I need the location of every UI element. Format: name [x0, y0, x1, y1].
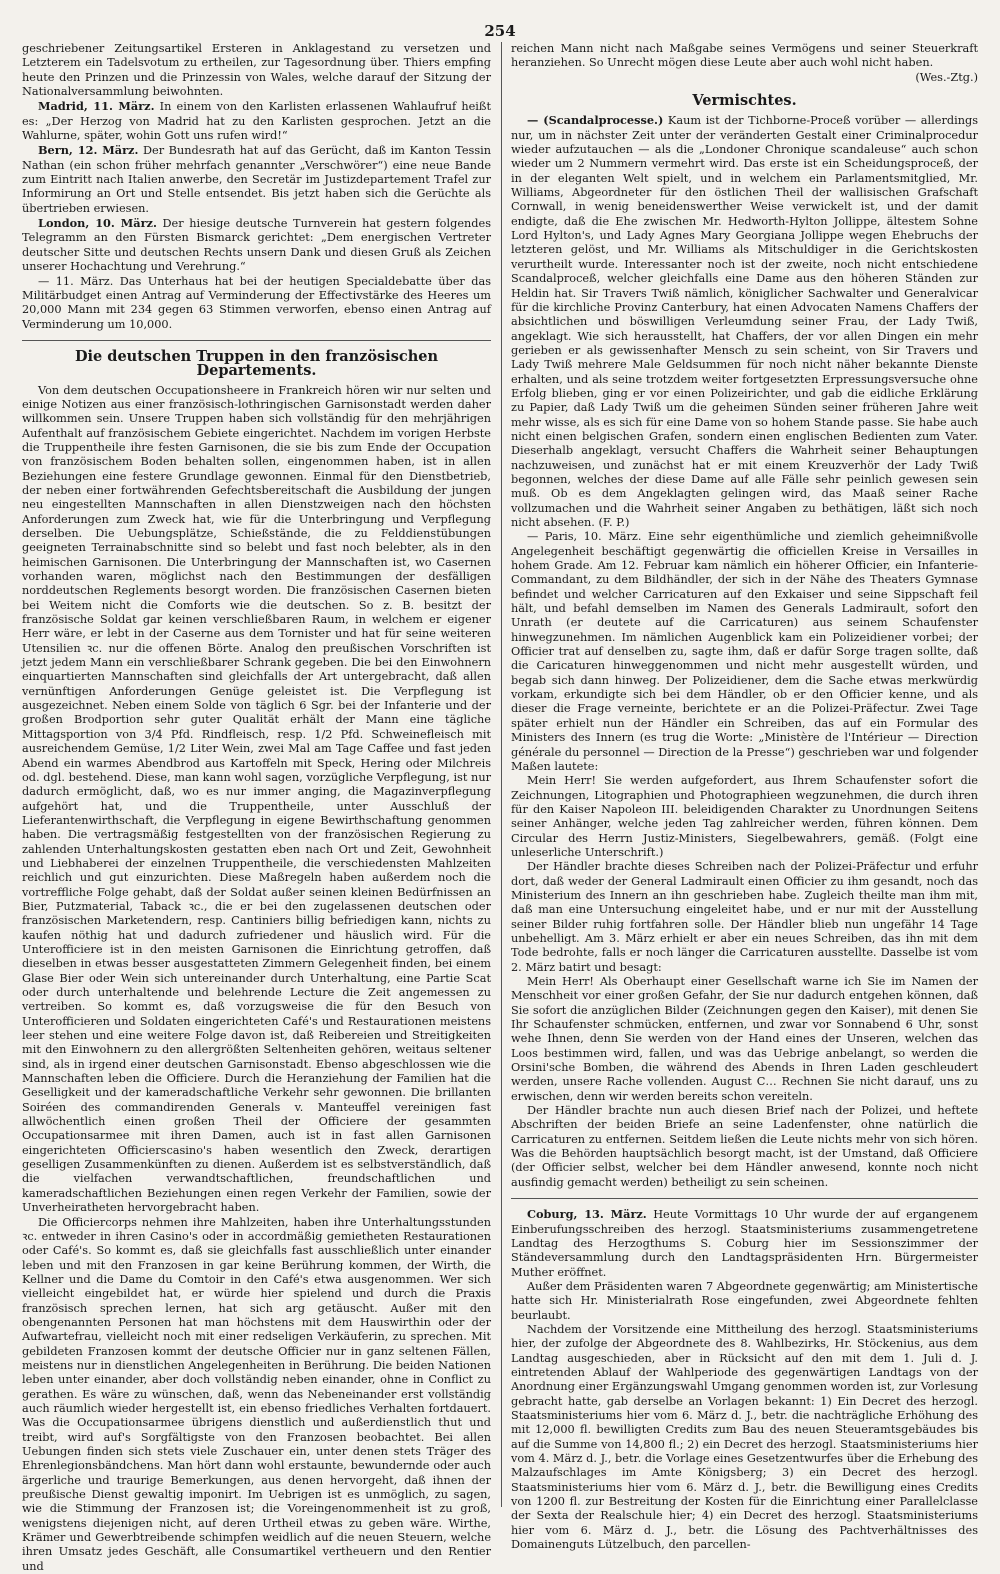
- article-heading: Die deutschen Truppen in den französischen Departements.: [22, 350, 491, 379]
- paris-report-end: geschriebener Zeitungsartikel Ersteren in Anklagestand zu versetzen und Letzterem ein Tadelsvotum zu ertheilen, zur Tagesordnung über. Thiers empfing heute den Prinzen und die Prinzessin von Wales, welche darauf der Sitzung der Nationalversammlung beiwohnten.: [22, 42, 491, 99]
- source-note: (Wes.-Ztg.): [511, 71, 978, 85]
- dateline: Coburg, 13. März.: [527, 1207, 647, 1221]
- scandal-report: — (Scandalprocesse.) Kaum ist der Tichborne-Proceß vorüber — allerdings nur, um in nächster Zeit unter der veränderten Gestalt einer Criminalprocedur wieder aufzutauchen — als die „Londoner Chronique scandaleuse“ auch schon wieder um 2 Nummern vermehrt wird. Das erste ist ein Scheidungsproceß, der in der eleganten Welt spielt, und in welchem ein Parlamentsmitglied, Mr. Williams, Abgeordneter für den östlichen Theil der wallisischen Grafschaft Cornwall, in wenig beneidenswerther Weise verwickelt ist, und der damit endigte, daß die Ehe zwischen Mr. Hedworth-Hylton Jollippe, ältestem Sohne Lord Hylton's, und Lady Agnes Mary Georgiana Jollippe wegen Ehebruchs der letzteren gelöst, und Mr. Williams als Mitschuldiger in die Gerichtskosten verurtheilt wurde. Interessanter noch ist der zweite, noch nicht entschiedene Scandalproceß, welcher gleichfalls eine Dame aus den höheren Ständen zur Heldin hat. Sir Travers Twiß nämlich, königlicher Sachwalter und Generalvicar für die kirchliche Provinz Canterbury, hat einen Advocaten Namens Chaffers der absichtlichen und böswilligen Verleumdung seiner Frau, der Lady Twiß, angeklagt. Wie sich herausstellt, hat Chaffers, der vor allen Dingen ein mehr gerieben er als gewissenhafter Mensch zu sein scheint, von Sir Travers und Lady Twiß mehrere Male Geldsummen für noch nicht näher bekannte Dienste erhalten, und als seine trotzdem weiter fortgesetzten Erpressungsversuche ohne Erfolg blieben, ging er vor einen Polizeirichter, und gab die eidliche Erklärung zu Papier, daß Lady Twiß um die geheimen Sünden seiner früheren Jahre weit mehr wisse, als es sich für eine Dame von so hohem Stande passe. Sie habe auch nicht einen belgischen Grafen, sondern einen englischen Bedienten zum Vater. Dieserhalb angeklagt, versucht Chaffers die Wahrheit seiner Behauptungen nachzuweisen, und zunächst hat er mit einem Kreuzverhör der Lady Twiß begonnen, welches der diese Dame auf alle Fälle sehr peinlich gewesen sein muß. Ob es dem Angeklagten gelingen wird, das Maaß seiner Rache vollzumachen und die Wahrheit seiner Angaben zu bethätigen, läßt sich noch nicht absehen. (F. P.): [511, 113, 978, 530]
- divider: [22, 340, 491, 341]
- right-column: [511, 42, 978, 1552]
- coburg-paragraph: Außer dem Präsidenten waren 7 Abgeordnete gegenwärtig; am Ministertische hatte sich Hr. Ministerialrath Rose eingefunden, zwei Abgeordnete fehlten beurlaubt.: [511, 1280, 978, 1323]
- article-paragraph: Von dem deutschen Occupationsheere in Frankreich hören wir nur selten und einige Notizen aus einer französisch-lothringischen Garnisonstadt werden daher willkommen sein. Unsere Truppen haben sich vollständig für den mehrjährigen Aufenthalt auf französischem Gebiete eingerichtet. Nachdem im vorigen Herbste die Truppentheile ihre festen Garnisonen, die sie bis zum Ende der Occupation von französischem Boden behalten sollen, eingenommen haben, ist in allen Beziehungen eine festere Grundlage gewonnen. Einmal für den Dienstbetrieb, der neben einer fortwährenden Gefechtsbereitschaft die Ausbildung der jungen neu eingestellten Mannschaften in allen Dienstzweigen nach den höchsten Anforderungen zum Zweck hat, wie für die Unterbringung und Verpflegung derselben. Die Uebungsplätze, Schießstände, die zu Felddienstübungen geeigneten Terrainabschnitte sind so belebt und fast noch belebter, als in den heimischen Garnisonen. Die Unterbringung der Mannschaften ist, wo Casernen vorhanden waren, möglichst nach den Bestimmungen der desfälligen norddeutschen Reglements besorgt worden. Die französischen Casernen bieten bei Weitem nicht die Comforts wie die deutschen. So z. B. besitzt der französische Soldat gar keinen verschließbaren Raum, in welchem er eigener Herr wäre, er lebt in der Caserne aus dem Tornister und hat für seine weiteren Utensilien ꝛc. nur die offenen Börte. Analog den preußischen Vorschriften ist jetzt jedem Mann ein verschließbarer Schrank gegeben. Die bei den Einwohnern einquartierten Mannschaften sind gleichfalls der Art untergebracht, daß allen vernünftigen Anforderungen Genüge geleistet ist. Die Verpflegung ist ausgezeichnet. Neben einem Solde von täglich 6 Sgr. bei der Infanterie und der großen Brodportion sehr guter Qualität erhält der Mann eine tägliche Mittagsportion von 3/4 Pfd. Rindfleisch, resp. 1/2 Pfd. Schweinefleisch mit ausreichendem Gemüse, 1/2 Liter Wein, zwei Mal am Tage Caffee und fast jeden Abend ein warmes Abendbrod aus Kartoffeln mit Speck, Hering oder Milchreis od. dgl. bestehend. Diese, man kann wohl sagen, vorzügliche Verpflegung, ist nur dadurch ermöglicht, daß, wo es nur immer anging, die Magazinverpflegung aufgehört hat, und die Truppentheile, unter Ausschluß der Lieferantenwirthschaft, die Verpflegung in eigene Bewirthschaftung genommen haben. Die vertragsmäßig festgestellten von der französischen Regierung zu zahlenden Unterhaltungskosten gestatten eben nach Ort und Zeit, Gewohnheit und Liebhaberei der einzelnen Truppentheile, die verschiedensten Mahlzeiten reichlich und gut einzurichten. Diese Maßregeln haben außerdem noch die vortreffliche Folge gehabt, daß der Soldat außer seinen kleinen Bedürfnissen an Bier, Putzmaterial, Taback ꝛc., die er bei den zugelassenen deutschen oder französischen Marketendern, resp. Cantiniers billig befriedigen kann, nichts zu kaufen nöthig hat und dadurch zufriedener und häuslich wird. Für die Unterofficiere ist in den meisten Garnisonen die Einrichtung getroffen, daß dieselben in etwas besser ausgestatteten Zimmern Gelegenheit finden, bei einem Glase Bier oder Wein sich untereinander durch Unterhaltung, eine Partie Scat oder durch unterhaltende und belehrende Lecture die Zeit angemessen zu vertreiben. So kommt es, daß vorzugsweise die für den Besuch von Unterofficieren und Soldaten eingerichteten Café's und Restaurationen meistens leer stehen und eine weitere Folge davon ist, daß Reibereien und Streitigkeiten mit den Einwohnern zu den allergrößten Seltenheiten gehören, weitaus seltener sind, als in irgend einer deutschen Garnisonstadt. Ebenso abgeschlossen wie die Mannschaften leben die Officiere. Durch die Heranziehung der Familien hat die Geselligkeit und der kameradschaftliche Verkehr sehr gewonnen. Die brillanten Soiréen des commandirenden Generals v. Manteuffel vereinigen fast allwöchentlich einen großen Theil der Officiere der gesammten Occupationsarmee mit ihren Damen, auch ist in fast allen Garnisonen eingerichteten Officierscasino's haben wesentlich den Zweck, derartigen geselligen Zusammenkünften zu dienen. Außerdem ist es selbstverständlich, daß die vielfachen verwandtschaftlichen, freundschaftlichen und kameradschaftlichen Beziehungen einen regen Verkehr der Familien, sowie der Unverheiratheten hervorgebracht haben.: [22, 384, 491, 1216]
- madrid-report: Madrid, 11. März. In einem von den Karlisten erlassenen Wahlaufruf heißt es: „Der Herzog von Madrid hat zu den Karlisten gesprochen. Jetzt an die Wahlurne, später, wohin Gott uns rufen wird!“: [22, 99, 491, 143]
- london-report: London, 10. März. Der hiesige deutsche Turnverein hat gestern folgendes Telegramm an den Fürsten Bismarck gerichtet: „Dem energischen Vertreter deutscher Sitte und deutschen Rechts unsern Dank und diesen Gruß als Zeichen unserer Hochachtung und Verehrung.“: [22, 216, 491, 274]
- bern-report: Bern, 12. März. Der Bundesrath hat auf das Gerücht, daß im Kanton Tessin Nathan (ein schon früher mehrfach genannter „Verschwörer“) eine neue Bande zum Eintritt nach Italien anwerbe, den Secretär im Justizdepartement Trafel zur Informirung an Ort und Stelle entsendet. Bis jetzt haben sich die Gerüchte als übertrieben erwiesen.: [22, 143, 491, 216]
- page-number: 254: [0, 22, 1000, 40]
- paris-report-end: Der Händler brachte nun auch diesen Brief nach der Polizei, und heftete Abschriften der beiden Briefe an seine Ladenfenster, ohne natürlich die Carricaturen zu entfernen. Seitdem ließen die Leute nichts mehr von sich hören. Was die Behörden hauptsächlich besorgt macht, ist der Umstand, daß Officiere (der Officier selbst, welcher bei dem Händler anwesend, konnte noch nicht ausfindig gemacht werden) betheiligt zu sein scheinen.: [511, 1104, 978, 1190]
- article-end: reichen Mann nicht nach Maßgabe seines Vermögens und seiner Steuerkraft heranziehen. So Unrecht mögen diese Leute aber auch wohl nicht haben.: [511, 42, 978, 71]
- letter-1: Mein Herr! Sie werden aufgefordert, aus Ihrem Schaufenster sofort die Zeichnungen, Litographien und Photographieen wegzunehmen, die durch ihren für den Kaiser Napoleon III. beleidigenden Charakter zu Unordnungen Seitens seiner Anhänger, welche jeden Tag zahlreicher werden, führen können. Dem Circular des Herrn Justiz-Ministers, Siegelbewahrers, gemäß. (Folgt eine unleserliche Unterschrift.): [511, 774, 978, 860]
- london-report-2: — 11. März. Das Unterhaus hat bei der heutigen Specialdebatte über das Militärbudget einen Antrag auf Verminderung der Effectivstärke des Heeres um 20,000 Mann mit 234 gegen 63 Stimmen verworfen, ebenso einen Antrag auf Verminderung um 10,000.: [22, 275, 491, 332]
- dateline: Madrid, 11. März.: [38, 99, 155, 113]
- paris-report: — Paris, 10. März. Eine sehr eigenthümliche und ziemlich geheimnißvolle Angelegenheit beschäftigt gegenwärtig die officiellen Kreise in Versailles in hohem Grade. Am 12. Februar kam nämlich ein höherer Officier, ein Infanterie-Commandant, zu dem Bildhändler, der sich in der Nähe des Theaters Gymnase befindet und welcher Carricaturen auf den Exkaiser und seine Sippschaft feil hält, und befahl demselben im Namen des Generals Ladmirault, sofort den Unrath (er deutete auf die Carricaturen) aus seinem Schaufenster hinwegzunehmen. Im nämlichen Augenblick kam ein Polizeidiener vorbei; der Officier trat auf denselben zu, sagte ihm, daß er dafür Sorge tragen sollte, daß die Caricaturen hinweggenommen und nicht mehr ausgestellt würden, und begab sich dann hinweg. Der Polizeidiener, dem die Sache etwas merkwürdig vorkam, erkundigte sich bei dem Händler, ob er den Officier kenne, und als dieser die Frage verneinte, berichtete er an die Polizei-Präfectur. Zwei Tage später erhielt nun der Händler ein Schreiben, das auf ein Formular des Ministers des Innern (es trug die Worte: „Ministère de l'Intérieur — Direction générale du personnel — Direction de la Presse“) geschrieben war und folgender Maßen lautete:: [511, 530, 978, 774]
- column-rule: [501, 42, 502, 1507]
- dateline: — (Scandalprocesse.): [527, 113, 663, 127]
- left-column: [22, 42, 491, 1574]
- letter-2: Mein Herr! Als Oberhaupt einer Gesellschaft warne ich Sie im Namen der Menschheit vor einer großen Gefahr, der Sie nur dadurch entgehen können, daß Sie sofort die anzüglichen Bilder (Zeichnungen gegen den Kaiser), mit denen Sie Ihr Schaufenster schmücken, entfernen, und zwar vor Sonnabend 6 Uhr, sonst wehe Ihnen, denn Sie werden von der Hand eines der Unseren, welchen das Loos bestimmen wird, fallen, und was das Uebrige anbelangt, so werden die Orsini'sche Bomben, die während des Abends in Ihren Laden geschleudert werden, unsere Rache vollenden. August C… Rechnen Sie nicht darauf, uns zu erwischen, denn wir werden bereits schon vereiteln.: [511, 975, 978, 1104]
- coburg-report: Coburg, 13. März. Heute Vormittags 10 Uhr wurde der auf ergangenem Einberufungsschreiben des herzogl. Staatsministeriums zusammengetretene Landtag des Herzogthums S. Coburg hier im Sessionszimmer der Ständeversammlung durch den Landtagspräsidenten Hrn. Bürgermeister Muther eröffnet.: [511, 1207, 978, 1280]
- article-paragraph: Die Officiercorps nehmen ihre Mahlzeiten, haben ihre Unterhaltungsstunden ꝛc. entweder in ihren Casino's oder in accordmäßig gemietheten Restaurationen oder Café's. So kommt es, daß sie gleichfalls fast ausschließlich unter einander leben und mit den Franzosen in gar keine Berührung kommen, der Wirth, die Kellner und die Dame du Comtoir in den Café's etwa ausgenommen. Wer sich vielleicht eingebildet hat, er würde hier spielend und durch die Praxis französisch sprechen lernen, hat sich arg getäuscht. Außer mit den obengenannten Personen hat man höchstens mit dem Hauswirthin oder der Aufwartefrau, vielleicht noch mit einer redseligen Verkäuferin, zu sprechen. Mit gebildeten Franzosen kommt der deutsche Officier nur in ganz seltenen Fällen, meistens nur in dienstlichen Angelegenheiten in Berührung. Die beiden Nationen leben unter einander, aber doch vollständig neben einander, ohne in Conflict zu gerathen. Es wäre zu wünschen, daß, wenn das Nebeneinander erst vollständig auch räumlich wieder hergestellt ist, ein ebenso friedliches Verhalten fortdauert. Was die Occupationsarmee übrigens dienstlich und außerdienstlich thut und treibt, wird auf's Sorgfältigste von den Franzosen beobachtet. Bei allen Uebungen finden sich stets viele Zuschauer ein, unter denen stets Träger des Ehrenlegionsbändchens. Man hört dann wohl erstaunte, bewundernde oder auch ärgerliche und traurige Bemerkungen, aus denen hervorgeht, daß ihnen der preußische Dienst gewaltig imponirt. Im Uebrigen ist es unmöglich, zu sagen, wie die Stimmung der Franzosen ist; die Voreingenommenheit ist zu groß, wenigstens diejenigen nicht, auf deren Urtheil etwas zu geben wäre. Wirthe, Krämer und Gewerbtreibende schimpfen weidlich auf die neuen Steuern, welche ihren Umsatz jedes Geschäft, alle Consumartikel vertheuern und den Rentier und: [22, 1216, 491, 1574]
- section-heading: Vermischtes.: [511, 94, 978, 108]
- dateline: London, 10. März.: [38, 216, 157, 230]
- dateline: Bern, 12. März.: [38, 143, 138, 157]
- divider: [511, 1198, 978, 1199]
- paris-report-cont: Der Händler brachte dieses Schreiben nach der Polizei-Präfectur und erfuhr dort, daß weder der General Ladmirault einen Officier zu ihm gesandt, noch das Ministerium des Innern an ihn geschrieben habe. Zugleich theilte man ihm mit, daß man eine Untersuchung eingeleitet habe, und er nur mit der Ausstellung seiner Bilder ruhig fortfahren solle. Der Händler blieb nun ungefähr 14 Tage unbehelligt. Am 3. März erhielt er aber ein neues Schreiben, das ihn mit dem Tode bedrohte, falls er noch länger die Carricaturen ausstellte. Dasselbe ist vom 2. März batirt und besagt:: [511, 860, 978, 975]
- coburg-paragraph: Nachdem der Vorsitzende eine Mittheilung des herzogl. Staatsministeriums hier, der zufolge der Abgeordnete des 8. Wahlbezirks, Hr. Stöckenius, aus dem Landtag ausgeschieden, aber in Rücksicht auf den mit dem 1. Juli d. J. eintretenden Ablauf der Wahlperiode des gegenwärtigen Landtags von der Anordnung einer Ergänzungswahl Umgang genommen worden ist, zur Vorlesung gebracht hatte, gab derselbe an Vorlagen bekannt: 1) Ein Decret des herzogl. Staatsministeriums hier vom 6. März d. J., betr. die nachträgliche Erhöhung des mit 12,000 fl. bewilligten Credits zum Bau des neuen Steueramtsgebäudes bis auf die Summe von 14,800 fl.; 2) ein Decret des herzogl. Staatsministeriums hier vom 4. März d. J., betr. die Vorlage eines Gesetzentwurfes über die Erhebung des Malzaufschlages im Amte Königsberg; 3) ein Decret des herzogl. Staatsministeriums hier vom 6. März d. J., betr. die Bewilligung eines Credits von 1200 fl. zur Bestreitung der Kosten für die Einrichtung einer Parallelclasse der Sexta der Realschule hier; 4) ein Decret des herzogl. Staatsministeriums hier vom 6. März d. J., betr. die Lösung des Pachtverhältnisses des Domainenguts Lützelbuch, den parcellen-: [511, 1323, 978, 1553]
